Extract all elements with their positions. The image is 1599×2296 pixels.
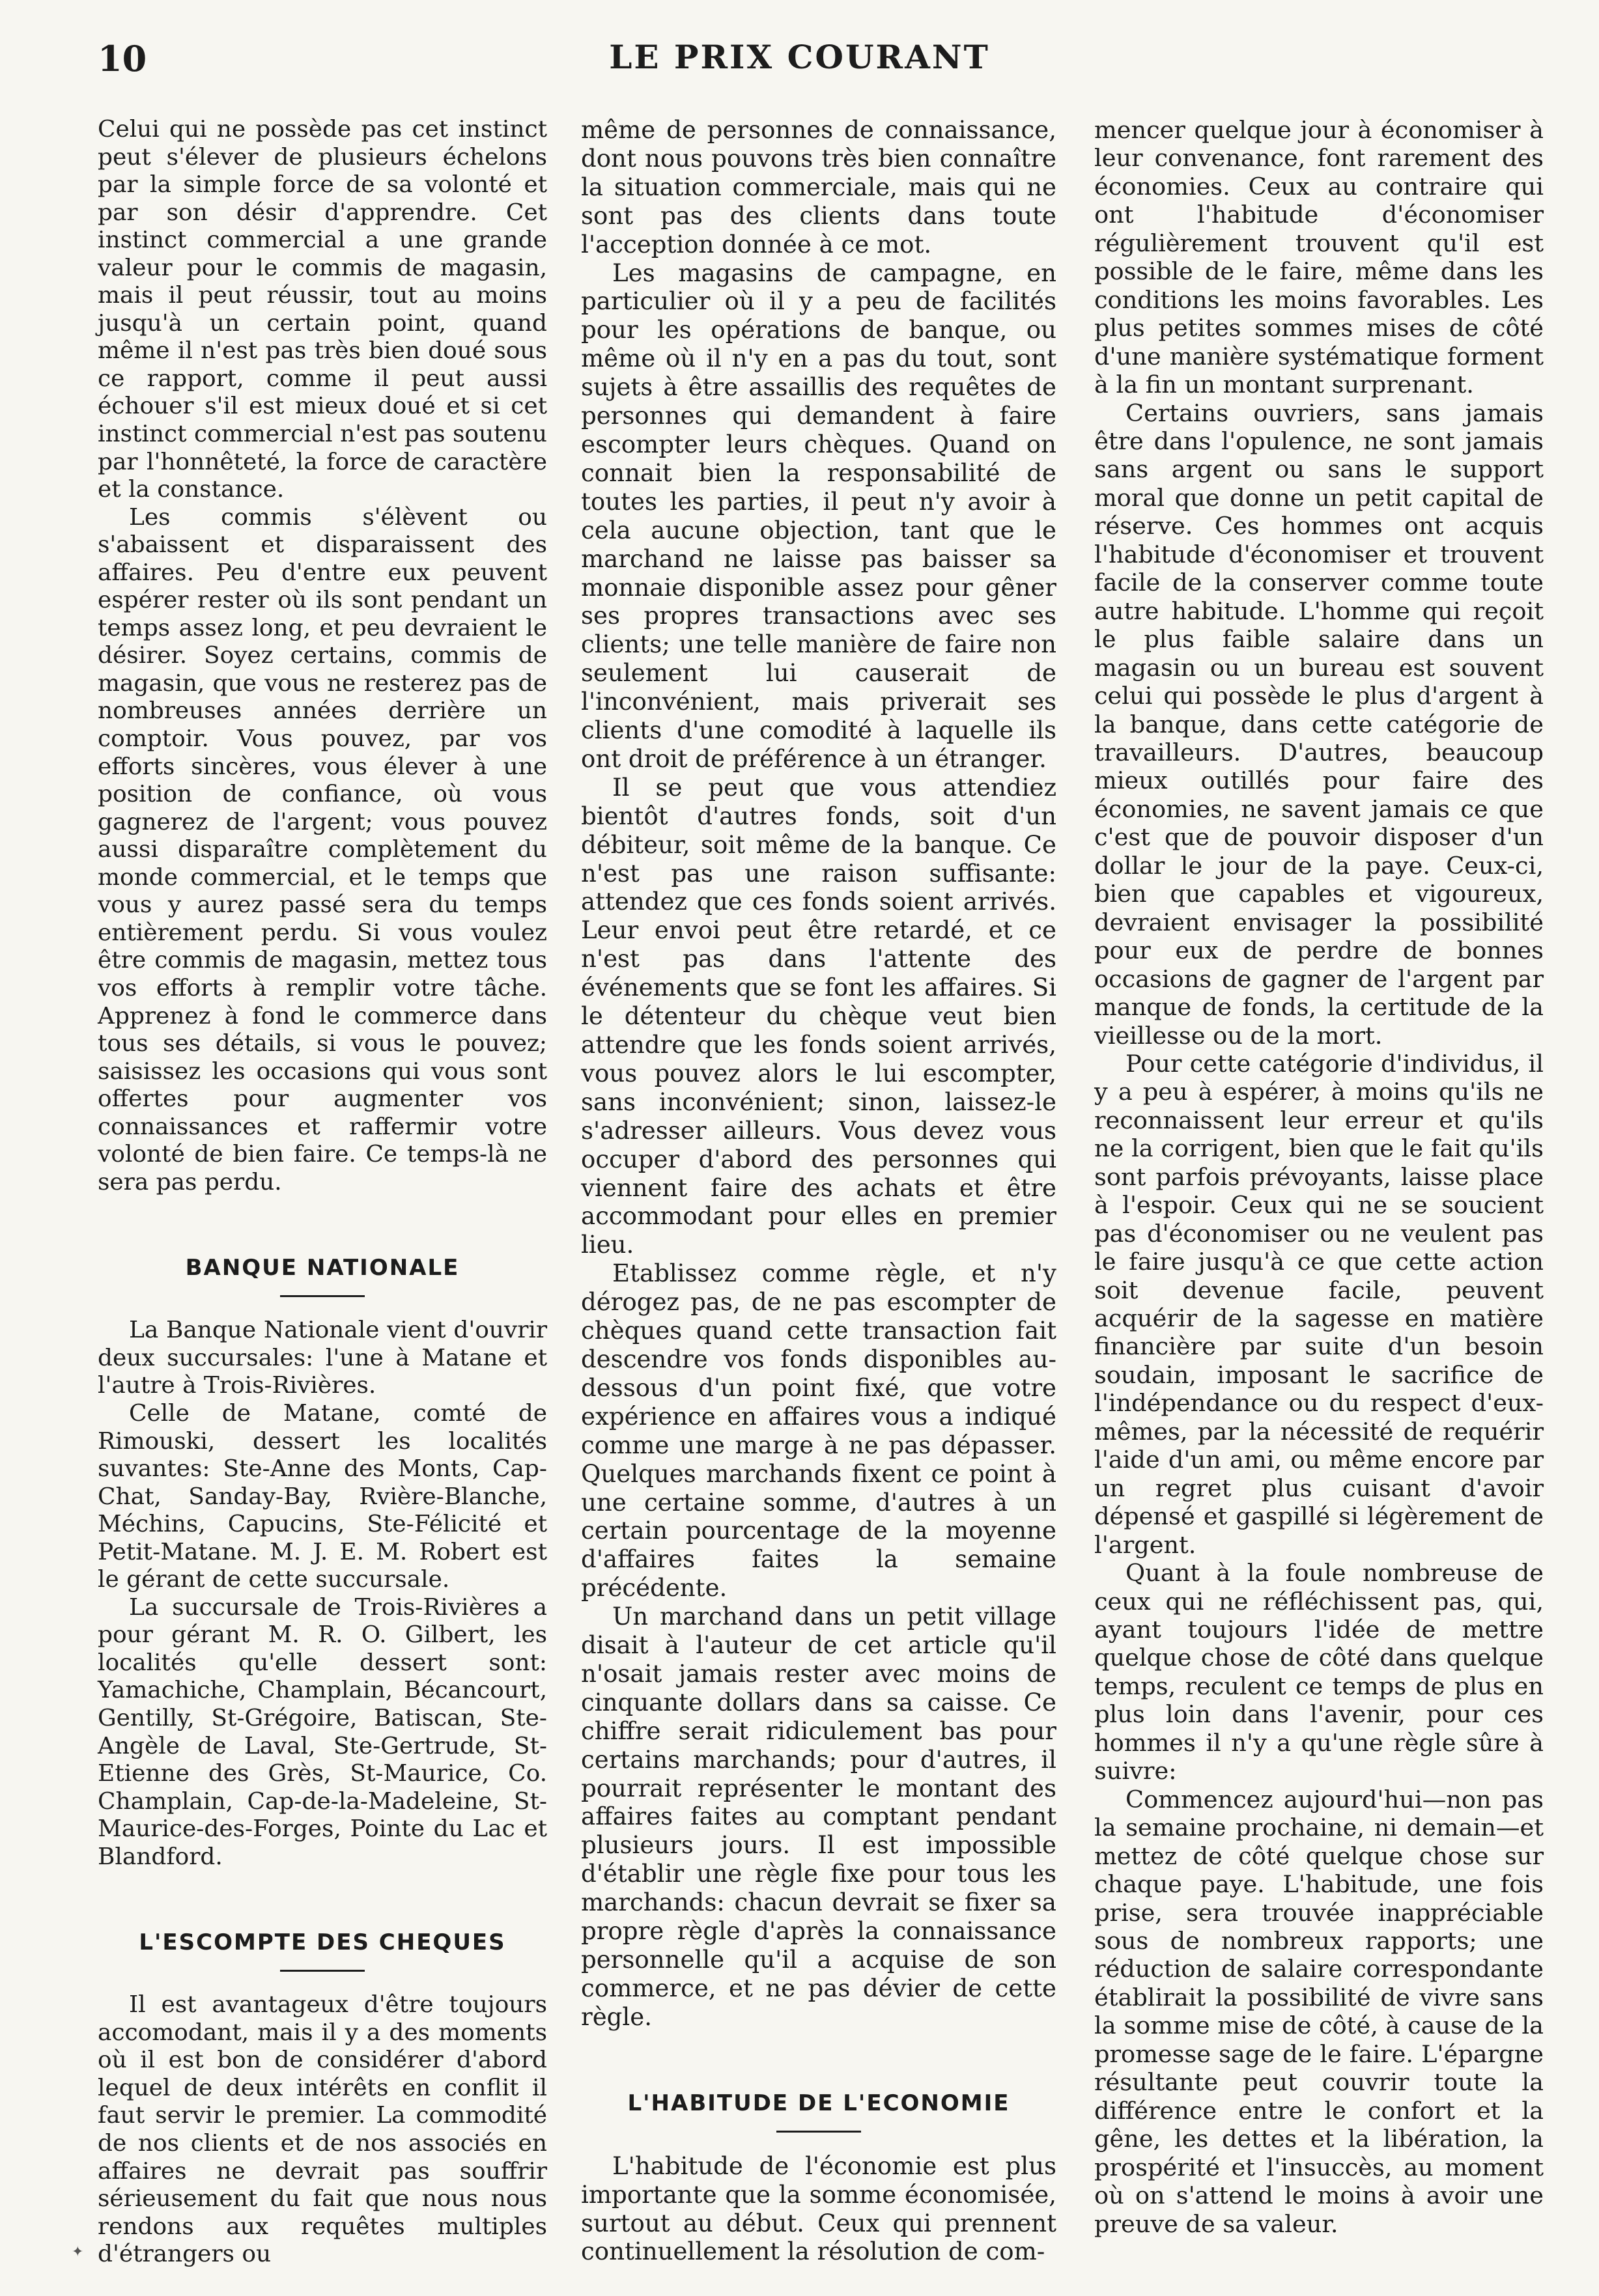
column-3 xyxy=(1094,116,1544,2238)
paragraph: Les commis s'élèvent ou s'abaissent et disparaissent des affaires. Peu d'entre eux peuvent espérer rester où ils sont pendant un temps assez long, et peu devraient le désirer. Soyez certains, commis de magasin, que vous ne resterez pas de nombreuses années derrière un comptoir. Vous pouvez, par vos efforts sincères, vous élever à une position de confiance, où vous gagnerez de l'argent; vous pouvez aussi disparaître complètement du monde commercial, et le temps que vous y aurez passé sera du temps entièrement perdu. Si vous voulez être commis de magasin, mettez tous vos efforts à remplir votre tâche. Apprenez à fond le commerce dans tous ses détails, si vous le pouvez; saisissez les occasions qui vous sont offertes pour augmenter vos connaissances et raffermir votre volonté de bien faire. Ce temps-là ne sera pas perdu. xyxy=(98,503,547,1196)
section-rule xyxy=(280,1970,365,1972)
section-rule xyxy=(280,1295,365,1297)
section-title-escompte-des-cheques: L'ESCOMPTE DES CHEQUES xyxy=(139,1929,506,1956)
section-title-banque-nationale: BANQUE NATIONALE xyxy=(185,1255,460,1281)
print-mark-icon: ✦ xyxy=(72,2244,84,2260)
paragraph: Certains ouvriers, sans jamais être dans l'opulence, ne sont jamais sans argent ou sans le support moral que donne un petit capital de réserve. Ces hommes ont acquis l'habitude d'économiser et trouvent facile de la conserver comme toute autre habitude. L'homme qui reçoit le plus faible salaire dans un magasin ou un bureau est souvent celui qui possède le plus d'argent à la banque, dans cette catégorie de travailleurs. D'autres, beaucoup mieux outillés pour faire des économies, ne savent jamais ce que c'est que de pouvoir disposer d'un dollar le jour de la paye. Ceux-ci, bien que capables et vigoureux, devraient envisager la possibilité pour eux de perdre de bonnes occasions de gagner de l'argent par manque de fonds, la certitude de la vieillesse ou de la mort. xyxy=(1094,399,1544,1050)
paragraph: mencer quelque jour à économiser à leur convenance, font rarement des économies. Ceux au contraire qui ont l'habitude d'économiser régulièrement trouvent qu'il est possible de le faire, même dans les conditions les moins favorables. Les plus petites sommes mises de côté d'une manière systématique forment à la fin un montant surprenant. xyxy=(1094,116,1544,399)
column-1 xyxy=(98,116,547,2269)
paragraph: La Banque Nationale vient d'ouvrir deux succursales: l'une à Matane et l'autre à Trois-Rivières. xyxy=(98,1317,547,1399)
column-2 xyxy=(581,116,1056,2266)
page-header xyxy=(0,0,1599,98)
paragraph: L'habitude de l'économie est plus importante que la somme économisée, surtout au début. Ceux qui prennent continuellement la résolution de com- xyxy=(581,2151,1056,2266)
paragraph: Il se peut que vous attendiez bientôt d'autres fonds, soit d'un débiteur, soit même de la banque. Ce n'est pas une raison suffisante: attendez que ces fonds soient arrivés. Leur envoi peut être retardé, et ce n'est pas dans l'attente des événements que se font les affaires. Si le détenteur du chèque veut bien attendre que les fonds soient arrivés, vous pouvez alors le lui escompter, sans inconvénient; sinon, laissez-le s'adresser ailleurs. Vous devez vous occuper d'abord des personnes qui viennent faire des achats et être accommodant pour elles en premier lieu. xyxy=(581,773,1056,1259)
paragraph: Celle de Matane, comté de Rimouski, dessert les localités suvantes: Ste-Anne des Monts, Cap-Chat, Sanday-Bay, Rvière-Blanche, Méchins, Capucins, Ste-Félicité et Petit-Matane. M. J. E. M. Robert est le gérant de cette succursale. xyxy=(98,1399,547,1593)
journal-title: LE PRIX COURANT xyxy=(609,38,990,76)
paragraph: Celui qui ne possède pas cet instinct peut s'élever de plusieurs échelons par la simple force de sa volonté et par son désir d'apprendre. Cet instinct commercial a une grande valeur pour le commis de magasin, mais il peut réussir, tout au moins jusqu'à un certain point, quand même il n'est pas très bien doué sous ce rapport, comme il peut aussi échouer s'il est mieux doué et si cet instinct commercial n'est pas soutenu par l'honnêteté, la force de caractère et la constance. xyxy=(98,116,547,503)
paragraph: Quant à la foule nombreuse de ceux qui ne réfléchissent pas, qui, ayant toujours l'idée de mettre quelque chose de côté dans quelque temps, reculent ce temps de plus en plus loin dans l'avenir, pour ces hommes il n'y a qu'une règle sûre à suivre: xyxy=(1094,1559,1544,1785)
paragraph: Commencez aujourd'hui—non pas la semaine prochaine, ni demain—et mettez de côté quelque chose sur chaque paye. L'habitude, une fois prise, sera trouvée inappréciable sous de nombreux rapports; une réduction de salaire correspondante établirait la possibilité de vivre sans la somme mise de côté, à cause de la promesse sage de le faire. L'épargne résultante peut couvrir toute la différence entre le confort et la gêne, les dettes et la libération, la prospérité et l'insuccès, au moment où on s'attend le moins à avoir une preuve de sa valeur. xyxy=(1094,1785,1544,2238)
paragraph: Pour cette catégorie d'individus, il y a peu à espérer, à moins qu'ils ne reconnaissent leur erreur et qu'ils ne la corrigent, bien que le fait qu'ils sont parfois prévoyants, laisse place à l'espoir. Ceux qui ne se soucient pas d'économiser ou ne veulent pas le faire jusqu'à ce que cette action soit devenue facile, peuvent acquérir de la sagesse en matière financière par suite d'un besoin soudain, imposant le sacrifice de l'indépendance ou du respect d'eux-mêmes, par la nécessité de requérir l'aide d'un ami, ou même encore par un regret plus cuisant d'avoir dépensé et gaspillé si légèrement de l'argent. xyxy=(1094,1049,1544,1559)
paragraph: Les magasins de campagne, en particulier où il y a peu de facilités pour les opérations de banque, ou même où il n'y en a pas du tout, sont sujets à être assaillis des requêtes de personnes qui demandent à faire escompter leurs chèques. Quand on connait bien la responsabilité de toutes les parties, il peut n'y avoir à cela aucune objection, tant que le marchand ne laisse pas baisser sa monnaie disponible assez pour gêner ses propres transactions avec ses clients; une telle manière de faire non seulement lui causerait de l'inconvénient, mais priverait ses clients d'une comodité à laquelle ils ont droit de préférence à un étranger. xyxy=(581,259,1056,773)
paragraph: même de personnes de connaissance, dont nous pouvons très bien connaître la situation commerciale, mais qui ne sont pas des clients dans toute l'acception donnée à ce mot. xyxy=(581,116,1056,259)
paragraph: Un marchand dans un petit village disait à l'auteur de cet article qu'il n'osait jamais rester avec moins de cinquante dollars dans sa caisse. Ce chiffre serait ridiculement bas pour certains marchands; pour d'autres, il pourrait représenter le montant des affaires faites au comptant pendant plusieurs jours. Il est impossible d'établir une règle fixe pour tous les marchands: chacun devrait se fixer sa propre règle d'après la connaissance personnelle qu'il a acquise de son commerce, et ne pas dévier de cette règle. xyxy=(581,1603,1056,2031)
section-rule xyxy=(776,2131,861,2133)
paragraph: La succursale de Trois-Rivières a pour gérant M. R. O. Gilbert, les localités qu'elle dessert sont: Yamachiche, Champlain, Bécancourt, Gentilly, St-Grégoire, Batiscan, Ste-Angèle de Laval, Ste-Gertrude, St-Etienne des Grès, St-Maurice, Co. Champlain, Cap-de-la-Madeleine, St-Maurice-des-Forges, Pointe du Lac et Blandford. xyxy=(98,1593,547,1870)
paragraph: Etablissez comme règle, et n'y dérogez pas, de ne pas escompter de chèques quand cette transaction fait descendre vos fonds disponibles au-dessous d'un point fixé, que votre expérience en affaires vous a indiqué comme une marge à ne pas dépasser. Quelques marchands fixent ce point à une certaine somme, d'autres à un certain pourcentage de la moyenne d'affaires faites la semaine précédente. xyxy=(581,1259,1056,1603)
section-title-habitude-economie: L'HABITUDE DE L'ECONOMIE xyxy=(627,2090,1010,2116)
paragraph: Il est avantageux d'être toujours accomodant, mais il y a des moments où il est bon de considérer d'abord lequel de deux intérêts en conflit il faut servir le premier. La commodité de nos clients et de nos associés en affaires ne devrait pas souffrir sérieusement du fait que nous nous rendons aux requêtes multiples d'étrangers ou xyxy=(98,1991,547,2268)
page-number: 10 xyxy=(98,38,147,79)
